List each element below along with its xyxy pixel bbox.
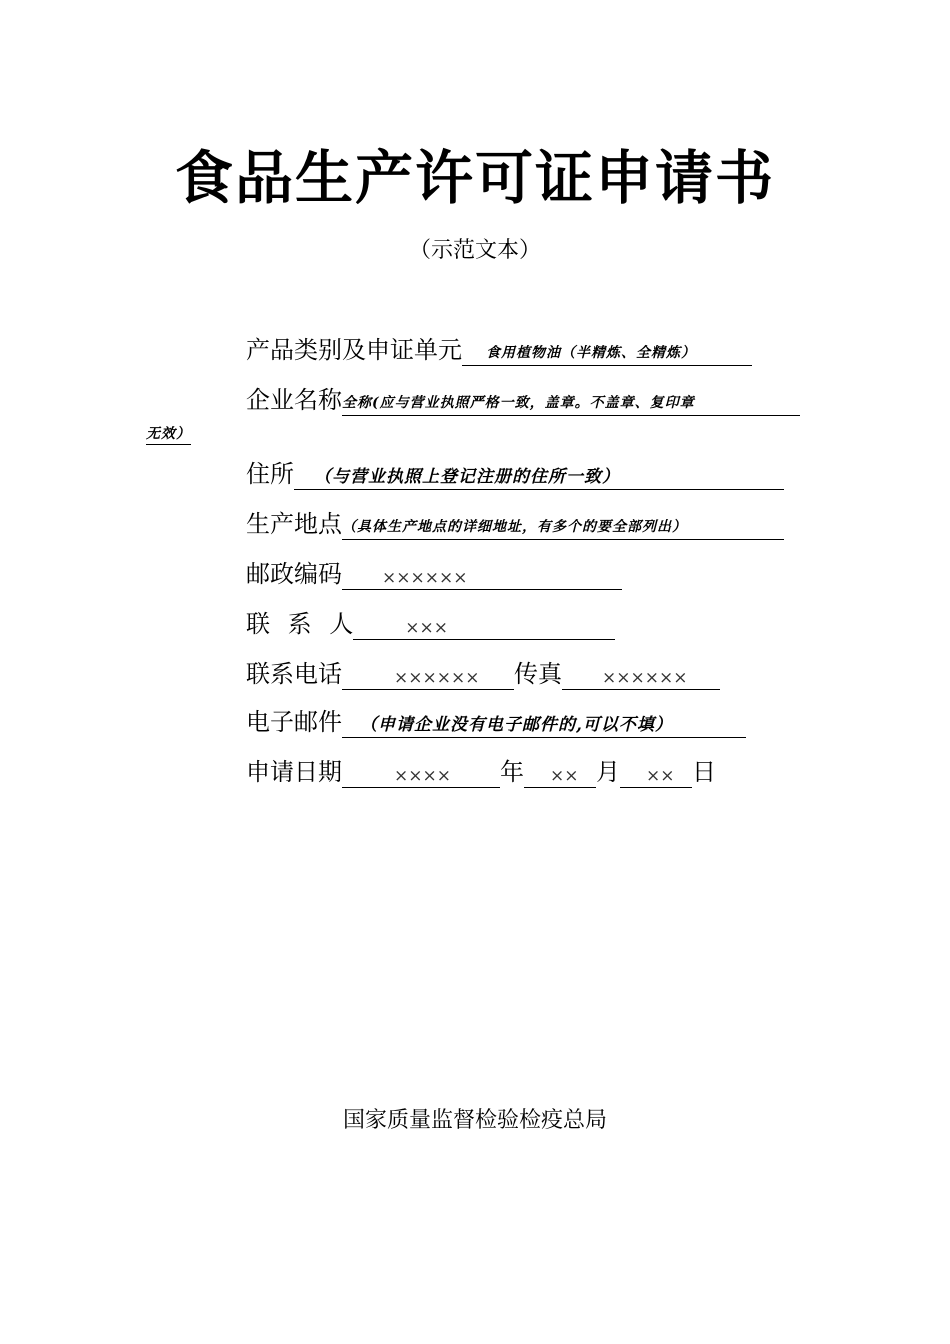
phone-value[interactable]: ××××××: [342, 662, 514, 690]
field-apply-date: [246, 756, 716, 788]
field-phone-fax: [246, 658, 720, 690]
postal-code-label: 邮政编码: [246, 560, 342, 588]
product-category-value[interactable]: 食用植物油（半精炼、全精炼）: [462, 338, 752, 366]
month-label: 月: [596, 758, 620, 786]
email-value[interactable]: （申请企业没有电子邮件的,可以不填）: [342, 710, 746, 738]
address-value[interactable]: （与营业执照上登记注册的住所一致）: [294, 462, 784, 490]
field-contact-person: [246, 608, 615, 640]
postal-code-value[interactable]: ××××××: [342, 562, 622, 590]
apply-day-value[interactable]: ××: [620, 760, 692, 788]
day-label: 日: [692, 758, 716, 786]
field-company-name: [246, 384, 800, 416]
fax-label: 传真: [514, 660, 562, 688]
production-site-label: 生产地点: [246, 510, 342, 538]
document-subtitle: （示范文本）: [408, 238, 541, 263]
contact-person-label: 联 系 人: [246, 610, 354, 638]
company-name-value[interactable]: 全称(应与营业执照严格一致，盖章。不盖章、复印章: [342, 388, 800, 416]
document-title: 食品生产许可证申请书: [174, 144, 775, 212]
product-category-label: 产品类别及申证单元: [246, 336, 462, 364]
field-postal-code: [246, 558, 622, 590]
contact-person-value[interactable]: ×××: [353, 612, 615, 640]
field-email: [246, 706, 746, 738]
production-site-value[interactable]: （具体生产地点的详细地址，有多个的要全部列出）: [342, 512, 784, 540]
apply-month-value[interactable]: ××: [524, 760, 596, 788]
address-label: 住所: [246, 460, 294, 488]
field-product-category: [246, 334, 752, 366]
issuing-authority: 国家质量监督检验检疫总局: [342, 1108, 607, 1133]
email-label: 电子邮件: [246, 708, 342, 736]
year-label: 年: [500, 758, 524, 786]
apply-year-value[interactable]: ××××: [342, 760, 500, 788]
field-production-site: [246, 508, 784, 540]
company-name-label: 企业名称: [246, 386, 342, 414]
field-address: [246, 458, 784, 490]
apply-date-label: 申请日期: [246, 758, 342, 786]
fax-value[interactable]: ××××××: [562, 662, 720, 690]
phone-label: 联系电话: [246, 660, 342, 688]
company-name-value-continued[interactable]: 无效）: [146, 424, 191, 445]
